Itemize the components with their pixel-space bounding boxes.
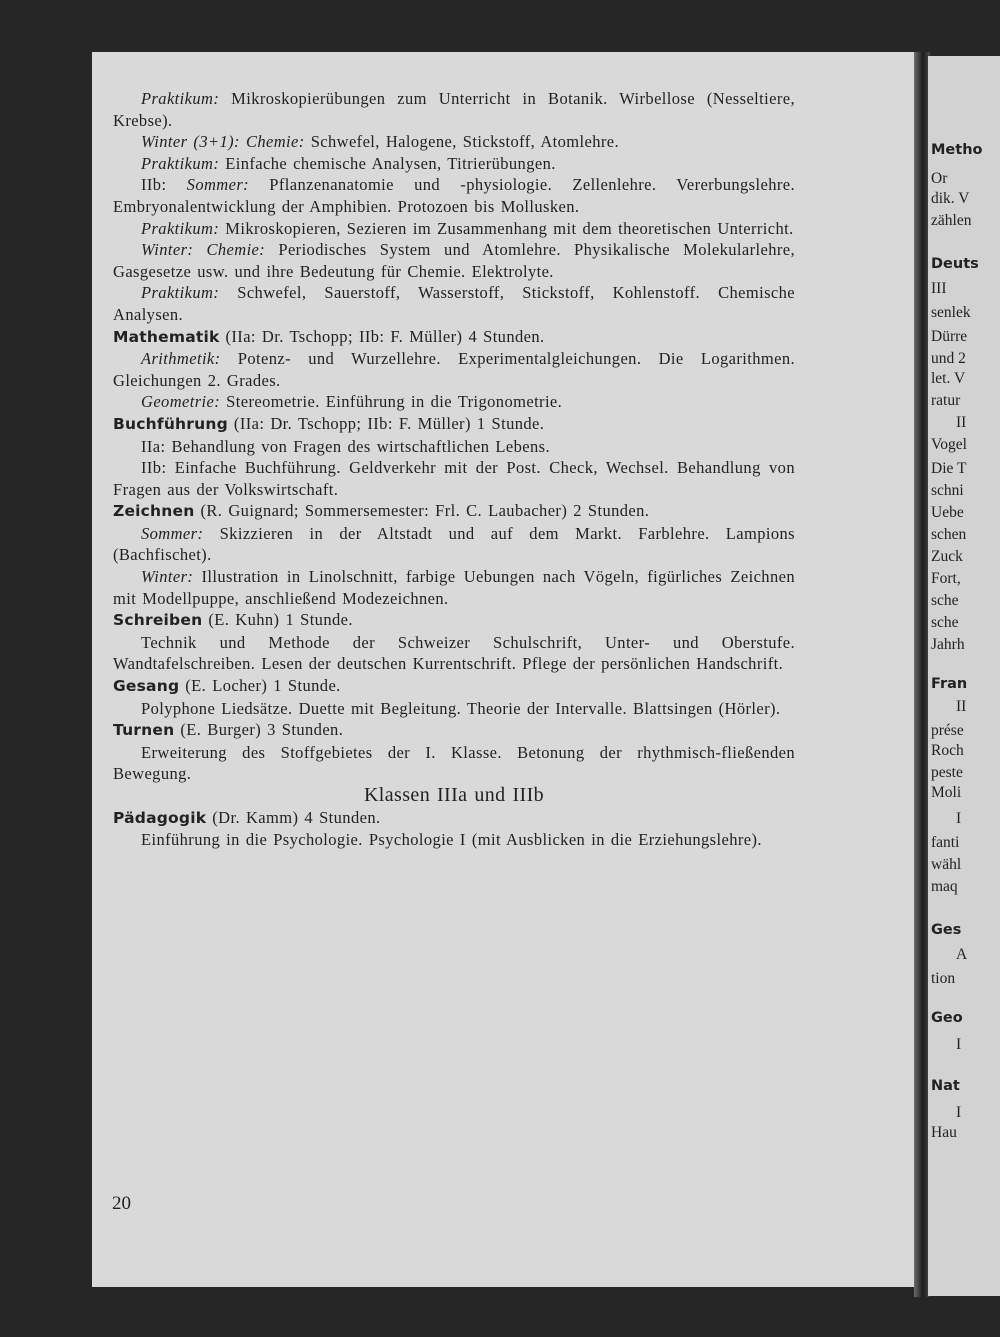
- subject-heading-zeichnen: [113, 500, 795, 523]
- adjacent-page: [928, 56, 1000, 1296]
- subject-heading-schreiben: [113, 609, 795, 632]
- adjacent-page-text-fragment: Dürre: [931, 328, 968, 345]
- subject-title: Gesang: [113, 677, 180, 696]
- page-text-column: [113, 88, 795, 851]
- paragraph-iib-sommer: [113, 174, 795, 217]
- adjacent-page-text-fragment: Metho: [931, 142, 983, 158]
- text: Einfache chemische Analysen, Titrierübungen.: [219, 153, 556, 173]
- adjacent-page-text-fragment: Moli: [931, 784, 962, 801]
- adjacent-page-text-fragment: maq: [931, 878, 958, 895]
- paragraph-schreiben: Technik und Methode der Schweizer Schulschrift, Unter- und Oberstufe. Wandtafelschreiben. Lesen der deutschen Kurrentschrift. Pflege der persönlichen Handschrift.: [113, 632, 795, 674]
- adjacent-page-text-fragment: zählen: [931, 212, 972, 229]
- adjacent-page-text-fragment: let. V: [931, 370, 966, 387]
- adjacent-page-text-fragment: I: [956, 1036, 962, 1053]
- adjacent-page-text-fragment: Geo: [931, 1010, 963, 1026]
- adjacent-page-text-fragment: Die T: [931, 460, 967, 477]
- label: Winter:: [141, 567, 194, 587]
- subject-title: Zeichnen: [113, 502, 195, 521]
- subject-info: (IIa: Dr. Tschopp; IIb: F. Müller) 4 Stunden.: [219, 326, 545, 346]
- text: Stereometrie. Einführung in die Trigonometrie.: [220, 392, 563, 412]
- adjacent-page-text-fragment: II: [956, 698, 967, 715]
- subject-heading-turnen: [113, 719, 795, 742]
- paragraph-buchfuehrung-iia: IIa: Behandlung von Fragen des wirtschaftlichen Lebens.: [141, 436, 551, 456]
- paragraph-paedagogik: Einführung in die Psychologie. Psychologie I (mit Ausblicken in die Erziehungslehre).: [141, 830, 762, 850]
- adjacent-page-text-fragment: Jahrh: [931, 636, 965, 653]
- subject-title: Schreiben: [113, 611, 203, 630]
- paragraph-praktikum-3: [113, 218, 795, 240]
- text: Pflanzenanatomie und -physiologie. Zellenlehre. Vererbungslehre. Embryonalentwicklung der Amphibien. Protozoen bis Mollusken.: [113, 175, 795, 216]
- paragraph-zeichnen-sommer: [113, 523, 795, 566]
- adjacent-page-text-fragment: Zuck: [931, 548, 963, 565]
- subject-info: (E. Kuhn) 1 Stunde.: [202, 610, 353, 630]
- adjacent-page-text-fragment: fanti: [931, 834, 960, 851]
- subject-heading-mathematik: [113, 326, 795, 349]
- section-heading: Klassen IIIa und IIIb: [363, 784, 545, 806]
- subject-info: (E. Burger) 3 Stunden.: [174, 720, 344, 740]
- subject-title: Pädagogik: [113, 808, 207, 827]
- adjacent-page-text-fragment: und 2: [931, 350, 966, 367]
- label: Arithmetik:: [141, 349, 221, 369]
- adjacent-page-text-fragment: A: [956, 946, 968, 963]
- paragraph-turnen: Erweiterung des Stoffgebietes der I. Klasse. Betonung der rhythmisch-fließenden Bewegung.: [113, 742, 795, 784]
- adjacent-page-text-fragment: Fran: [931, 676, 968, 692]
- adjacent-page-text-fragment: I: [956, 1104, 962, 1121]
- label: Geometrie:: [141, 392, 221, 412]
- adjacent-page-text-fragment: Ges: [931, 922, 962, 938]
- adjacent-page-text-fragment: Roch: [931, 742, 964, 759]
- adjacent-page-text-fragment: senlek: [931, 304, 971, 321]
- subject-title: Mathematik: [113, 327, 220, 346]
- label: Winter: Chemie:: [141, 240, 266, 260]
- text: Periodisches System und Atomlehre. Physikalische Molekularlehre, Gasgesetze usw. und ihre Bedeutung für Chemie. Elektrolyte.: [113, 240, 796, 281]
- text: Mikroskopierübungen zum Unterricht in Botanik. Wirbellose (Nesseltiere, Krebse).: [113, 89, 795, 130]
- paragraph-praktikum-4: [113, 282, 795, 325]
- text: Mikroskopieren, Sezieren im Zusammenhang mit dem theoretischen Unterricht.: [219, 218, 794, 238]
- subject-title: Turnen: [113, 721, 175, 740]
- adjacent-page-text-fragment: Vogel: [931, 436, 967, 453]
- adjacent-page-text-fragment: Deuts: [931, 256, 979, 272]
- paragraph-arithmetik: [113, 348, 795, 391]
- paragraph-buchfuehrung-iib: IIb: Einfache Buchführung. Geldverkehr mit der Post. Check, Wechsel. Behandlung von Fragen aus der Volkswirtschaft.: [113, 458, 795, 499]
- adjacent-page-text-fragment: wähl: [931, 856, 962, 873]
- adjacent-page-text-fragment: Nat: [931, 1078, 960, 1094]
- adjacent-page-text-fragment: sche: [931, 592, 959, 609]
- adjacent-page-text-fragment: peste: [931, 764, 963, 781]
- adjacent-page-text-fragment: Fort,: [931, 570, 961, 587]
- adjacent-page-text-fragment: I: [956, 810, 962, 827]
- adjacent-page-text-fragment: schni: [931, 482, 964, 499]
- subject-heading-paedagogik: [113, 807, 795, 830]
- adjacent-page-text-fragment: Uebe: [931, 504, 964, 521]
- subject-title: Buchführung: [113, 414, 228, 433]
- label: Praktikum:: [141, 283, 220, 303]
- subject-info: (IIa: Dr. Tschopp; IIb: F. Müller) 1 Stunde.: [227, 413, 545, 433]
- paragraph-praktikum-1: [113, 88, 795, 131]
- page-number: 20: [112, 1193, 131, 1214]
- adjacent-page-text-fragment: prése: [931, 722, 964, 739]
- label: Sommer:: [141, 523, 204, 543]
- label: Sommer:: [186, 175, 250, 195]
- adjacent-page-text-fragment: II: [956, 414, 967, 431]
- prefix: IIb:: [141, 175, 187, 195]
- text: Schwefel, Halogene, Stickstoff, Atomlehre.: [304, 132, 619, 152]
- paragraph-gesang: Polyphone Liedsätze. Duette mit Begleitung. Theorie der Intervalle. Blattsingen (Hörler).: [141, 698, 781, 718]
- paragraph-winter-chemie: [113, 131, 795, 153]
- adjacent-page-text-fragment: Or: [931, 170, 948, 187]
- paragraph-zeichnen-winter: [113, 566, 795, 609]
- text: Schwefel, Sauerstoff, Wasserstoff, Stickstoff, Kohlenstoff. Chemische Analysen.: [113, 283, 795, 324]
- adjacent-page-text-fragment: sche: [931, 614, 959, 631]
- text: Skizzieren in der Altstadt und auf dem Markt. Farblehre. Lampions (Bachfischet).: [113, 523, 795, 565]
- label: Praktikum:: [141, 89, 220, 108]
- subject-info: (Dr. Kamm) 4 Stunden.: [206, 807, 381, 827]
- label: Winter (3+1): Chemie:: [141, 132, 305, 152]
- adjacent-page-text-fragment: tion: [931, 970, 956, 987]
- adjacent-page-text-fragment: dik. V: [931, 190, 970, 207]
- text: Illustration in Linolschnitt, farbige Uebungen nach Vögeln, figürliches Zeichnen mit Modellpuppe, anschließend Modezeichnen.: [113, 567, 795, 608]
- adjacent-page-text-fragment: Hau: [931, 1124, 957, 1141]
- subject-info: (R. Guignard; Sommersemester: Frl. C. Laubacher) 2 Stunden.: [194, 501, 650, 521]
- adjacent-page-text-fragment: schen: [931, 526, 967, 543]
- subject-info: (E. Locher) 1 Stunde.: [179, 676, 341, 696]
- label: Praktikum:: [141, 218, 220, 238]
- subject-heading-buchfuehrung: [113, 413, 795, 436]
- paragraph-geometrie: [113, 391, 795, 413]
- text: Potenz- und Wurzellehre. Experimentalgleichungen. Die Logarithmen. Gleichungen 2. Grades.: [113, 349, 795, 390]
- adjacent-page-text-fragment: ratur: [931, 392, 961, 409]
- label: Praktikum:: [141, 153, 220, 173]
- adjacent-page-text-fragment: III: [931, 280, 947, 297]
- paragraph-winter-chemie-2: [113, 239, 795, 282]
- subject-heading-gesang: [113, 675, 795, 698]
- paragraph-praktikum-2: [113, 153, 795, 175]
